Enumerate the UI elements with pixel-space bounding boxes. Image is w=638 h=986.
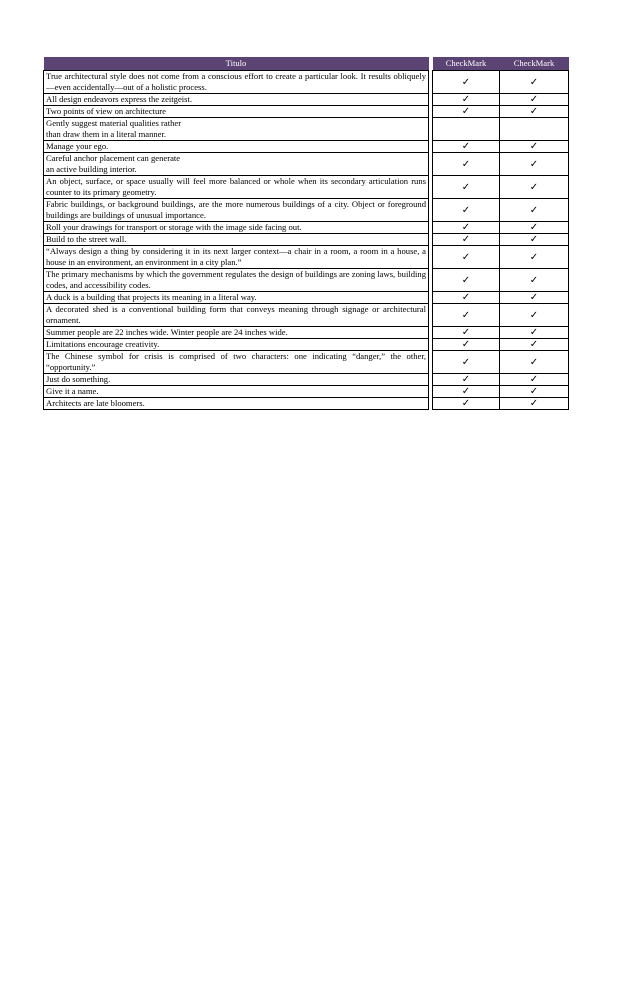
table-row [44, 351, 569, 374]
checkmark-cell-1 [433, 304, 500, 327]
checkmark-cell-1 [433, 327, 500, 339]
checkmark-cell-1 [433, 94, 500, 106]
checkmark-icon: ✓ [529, 292, 539, 303]
checkmark-icon: ✓ [529, 356, 539, 368]
checkmark-cell-1 [433, 199, 500, 222]
checkmark-icon: ✓ [461, 204, 471, 216]
checkmark-icon: ✓ [529, 204, 539, 216]
table-row [44, 398, 569, 410]
header-checkmark-2: CheckMark [500, 57, 569, 71]
checkmark-icon: ✓ [461, 76, 471, 88]
table-row [44, 71, 569, 94]
row-title [44, 153, 429, 176]
row-title [44, 94, 429, 106]
table-row [44, 339, 569, 351]
checkmark-icon: ✓ [461, 222, 471, 233]
checkmark-cell-2 [500, 292, 569, 304]
row-title [44, 222, 429, 234]
table-row [44, 386, 569, 398]
checkmark-icon: ✓ [529, 94, 539, 105]
checkmark-cell-2 [500, 304, 569, 327]
checkmark-cell-2 [500, 374, 569, 386]
checkmark-icon: ✓ [461, 356, 471, 368]
checkmark-icon: ✓ [461, 106, 471, 117]
checkmark-cell-2 [500, 327, 569, 339]
row-title [44, 118, 429, 141]
checkmark-icon: ✓ [461, 158, 471, 170]
checkmark-cell-2 [500, 199, 569, 222]
table-row [44, 374, 569, 386]
row-title-text: A decorated shed is a conventional building form that conveys meaning through signage or architectural ornament. [46, 304, 426, 325]
table-row [44, 269, 569, 292]
checkmark-icon: ✓ [529, 141, 539, 152]
row-title-text: Careful anchor placement can generate an active building interior. [46, 153, 181, 174]
row-title-text: Gently suggest material qualities rather than draw them in a literal manner. [46, 118, 182, 139]
row-title-text: All design endeavors express the zeitgeist. [46, 94, 193, 104]
row-title [44, 141, 429, 153]
checkmark-icon: ✓ [529, 327, 539, 338]
row-title-text: Build to the street wall. [46, 234, 127, 244]
row-title-text: Just do something. [46, 374, 111, 384]
checkmark-icon: ✓ [529, 251, 539, 263]
row-title-text: Fabric buildings, or background buildings, are the more numerous buildings of a city. Object or foreground buildings are buildings of unusual importance. [46, 199, 426, 220]
checkmark-icon: ✓ [461, 339, 471, 350]
checkmark-icon: ✓ [461, 374, 471, 385]
checkmark-cell-1 [433, 222, 500, 234]
row-title-text: The Chinese symbol for crisis is comprised of two characters: one indicating “danger,” the other, “opportunity.” [46, 351, 426, 372]
row-title-text: Summer people are 22 inches wide. Winter people are 24 inches wide. [46, 327, 288, 337]
checkmark-cell-2 [500, 398, 569, 410]
table-row [44, 222, 569, 234]
checkmark-icon: ✓ [461, 274, 471, 286]
checkmark-cell-1 [433, 118, 500, 141]
checkmark-cell-2 [500, 351, 569, 374]
table-row [44, 199, 569, 222]
row-title-text: Two points of view on architecture [46, 106, 166, 116]
checkmark-cell-2 [500, 141, 569, 153]
row-title [44, 304, 429, 327]
checkmark-icon: ✓ [529, 234, 539, 245]
checkmark-cell-1 [433, 398, 500, 410]
checkmark-cell-1 [433, 386, 500, 398]
table-row [44, 118, 569, 141]
table-row [44, 234, 569, 246]
checkmark-cell-1 [433, 234, 500, 246]
table-row [44, 141, 569, 153]
table-row [44, 304, 569, 327]
table-row [44, 246, 569, 269]
checkmark-icon: ✓ [529, 76, 539, 88]
checkmark-cell-1 [433, 269, 500, 292]
checkmark-cell-2 [500, 94, 569, 106]
table-row [44, 106, 569, 118]
row-title [44, 386, 429, 398]
checkmark-icon: ✓ [529, 309, 539, 321]
row-title-text: Manage your ego. [46, 141, 109, 151]
checkmark-icon: ✓ [529, 106, 539, 117]
checkmark-cell-1 [433, 141, 500, 153]
checkmark-cell-1 [433, 246, 500, 269]
checkmark-icon: ✓ [461, 94, 471, 105]
checkmark-icon: ✓ [461, 398, 471, 409]
checkmark-cell-2 [500, 386, 569, 398]
checkmark-cell-1 [433, 71, 500, 94]
checkmark-icon: ✓ [461, 309, 471, 321]
table-row [44, 153, 569, 176]
table-row [44, 292, 569, 304]
row-title-text: An object, surface, or space usually will feel more balanced or whole when its secondary articulation runs counter to its primary geometry. [46, 176, 426, 197]
checkmark-icon: ✓ [461, 327, 471, 338]
checkmark-cell-1 [433, 374, 500, 386]
checkmark-icon: ✓ [529, 374, 539, 385]
checkmark-icon: ✓ [529, 274, 539, 286]
header-titulo: Titulo [44, 57, 429, 71]
checkmark-cell-1 [433, 351, 500, 374]
row-title [44, 269, 429, 292]
row-title [44, 398, 429, 410]
checkmark-icon: ✓ [529, 386, 539, 397]
row-title [44, 292, 429, 304]
checkmark-cell-2 [500, 246, 569, 269]
checklist-table [43, 57, 569, 410]
table-row [44, 94, 569, 106]
checkmark-cell-2 [500, 153, 569, 176]
checkmark-icon: ✓ [461, 251, 471, 263]
row-title [44, 106, 429, 118]
checkmark-icon: ✓ [529, 398, 539, 409]
checkmark-icon: ✓ [461, 181, 471, 193]
row-title [44, 71, 429, 94]
row-title [44, 339, 429, 351]
checkmark-cell-2 [500, 71, 569, 94]
checkmark-icon: ✓ [529, 181, 539, 193]
row-title-text: “Always design a thing by considering it in its next larger context—a chair in a room, a room in a house, a house in an environment, an environment in a city plan.” [46, 246, 426, 267]
checkmark-cell-2 [500, 234, 569, 246]
row-title [44, 234, 429, 246]
checkmark-cell-1 [433, 153, 500, 176]
row-title-text: Give it a name. [46, 386, 99, 396]
checkmark-icon: ✓ [529, 339, 539, 350]
checkmark-icon: ✓ [461, 292, 471, 303]
row-title-text: Limitations encourage creativity. [46, 339, 160, 349]
checkmark-icon: ✓ [461, 141, 471, 152]
header-checkmark-1: CheckMark [433, 57, 500, 71]
row-title [44, 351, 429, 374]
checkmark-cell-1 [433, 106, 500, 118]
checkmark-cell-1 [433, 339, 500, 351]
checkmark-icon: ✓ [529, 222, 539, 233]
row-title [44, 199, 429, 222]
row-title-text: A duck is a building that projects its meaning in a literal way. [46, 292, 257, 302]
row-title-text: Architects are late bloomers. [46, 398, 145, 408]
row-title [44, 246, 429, 269]
row-title-text: Roll your drawings for transport or storage with the image side facing out. [46, 222, 302, 232]
checkmark-cell-1 [433, 176, 500, 199]
row-title-text: True architectural style does not come from a conscious effort to create a particular look. It results obliquely—even accidentally—out of a holistic process. [46, 71, 426, 92]
row-title [44, 327, 429, 339]
table-row [44, 176, 569, 199]
checkmark-icon: ✓ [461, 386, 471, 397]
checkmark-cell-2 [500, 269, 569, 292]
checkmark-cell-2 [500, 222, 569, 234]
checkmark-cell-2 [500, 176, 569, 199]
checkmark-cell-1 [433, 292, 500, 304]
row-title [44, 374, 429, 386]
checkmark-cell-2 [500, 118, 569, 141]
checkmark-cell-2 [500, 339, 569, 351]
row-title-text: The primary mechanisms by which the government regulates the design of buildings are zoning laws, building codes, and accessibility codes. [46, 269, 426, 290]
checkmark-icon: ✓ [529, 158, 539, 170]
row-title [44, 176, 429, 199]
header-row [44, 57, 569, 71]
checkmark-cell-2 [500, 106, 569, 118]
table-body [44, 71, 569, 410]
checkmark-icon: ✓ [461, 234, 471, 245]
table-row [44, 327, 569, 339]
